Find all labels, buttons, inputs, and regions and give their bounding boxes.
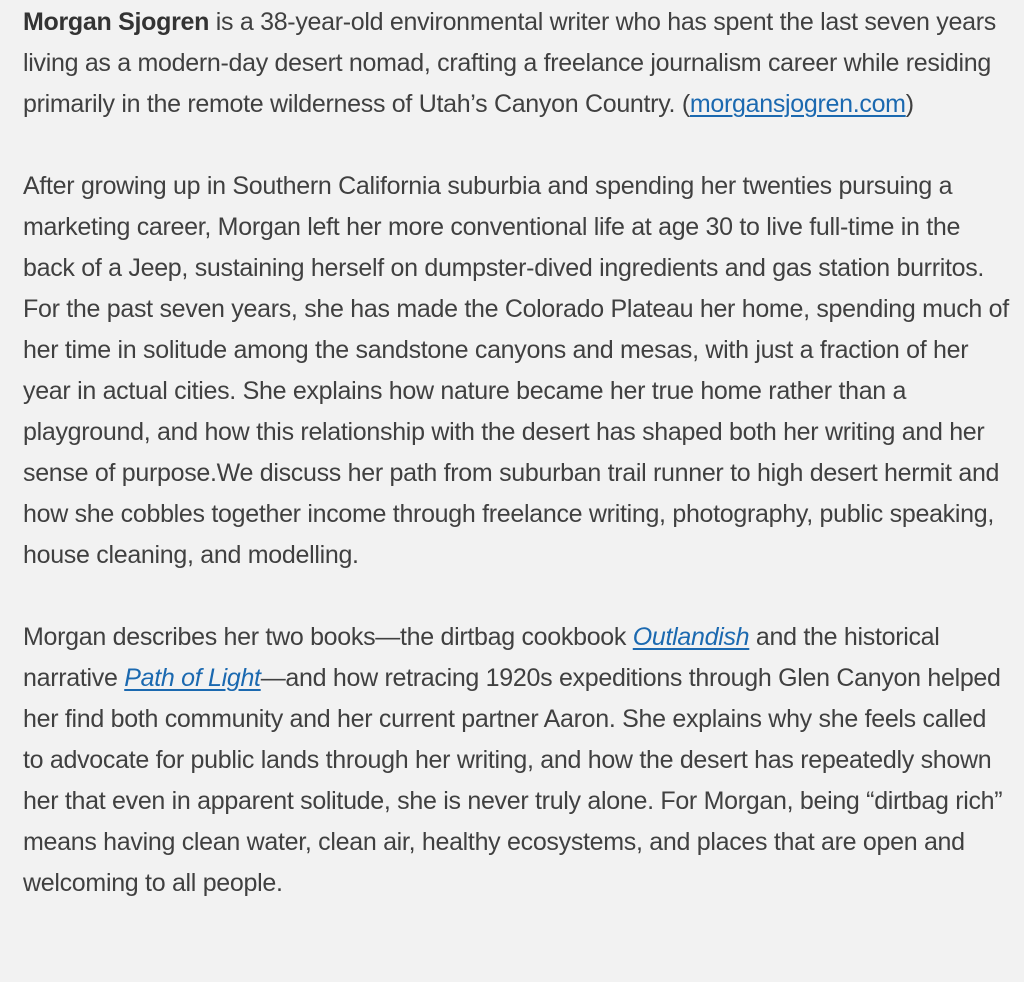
article-body [23, 2, 1010, 904]
books-text-3: —and how retracing 1920s expeditions through Glen Canyon helped her find both community and her current partner Aaron. She explains why she feels called to advocate for public lands through her writing, and how the desert has repeatedly shown her that even in apparent solitude, she is never truly alone. For Morgan, being “dirtbag rich” means having clean water, clean air, healthy ecosystems, and places that are open and welcoming to all people. [23, 664, 1003, 897]
books-text-2: and the historical narrative [23, 623, 940, 692]
paragraph-background [23, 166, 1010, 576]
books-text-1: Morgan describes her two books—the dirtbag cookbook [23, 623, 633, 651]
author-name: Morgan Sjogren [23, 8, 210, 36]
outlandish-link[interactable]: Outlandish [632, 623, 750, 651]
morgansjogren-link[interactable]: morgansjogren.com [689, 90, 906, 118]
background-text: After growing up in Southern California suburbia and spending her twenties pursuing a marketing career, Morgan left her more conventional life at age 30 to live full-time in the back of a Jeep, sustaining herself on dumpster-dived ingredients and gas station burritos. For the past seven years, she has made the Colorado Plateau her home, spending much of her time in solitude among the sandstone canyons and mesas, with just a fraction of her year in actual cities. She explains how nature became her true home rather than a playground, and how this relationship with the desert has shaped both her writing and her sense of purpose.We discuss her path from suburban trail runner to high desert hermit and how she cobbles together income through freelance writing, photography, public speaking, house cleaning, and modelling. [23, 172, 1009, 569]
intro-text: is a 38-year-old environmental writer who has spent the last seven years living as a modern-day desert nomad, crafting a freelance journalism career while residing primarily in the remote wilderness of Utah’s Canyon Country. ( [23, 8, 996, 118]
paragraph-books [23, 617, 1010, 904]
paragraph-intro [23, 2, 1010, 125]
path-of-light-link[interactable]: Path of Light [124, 664, 261, 692]
intro-closing-paren: ) [905, 90, 914, 118]
